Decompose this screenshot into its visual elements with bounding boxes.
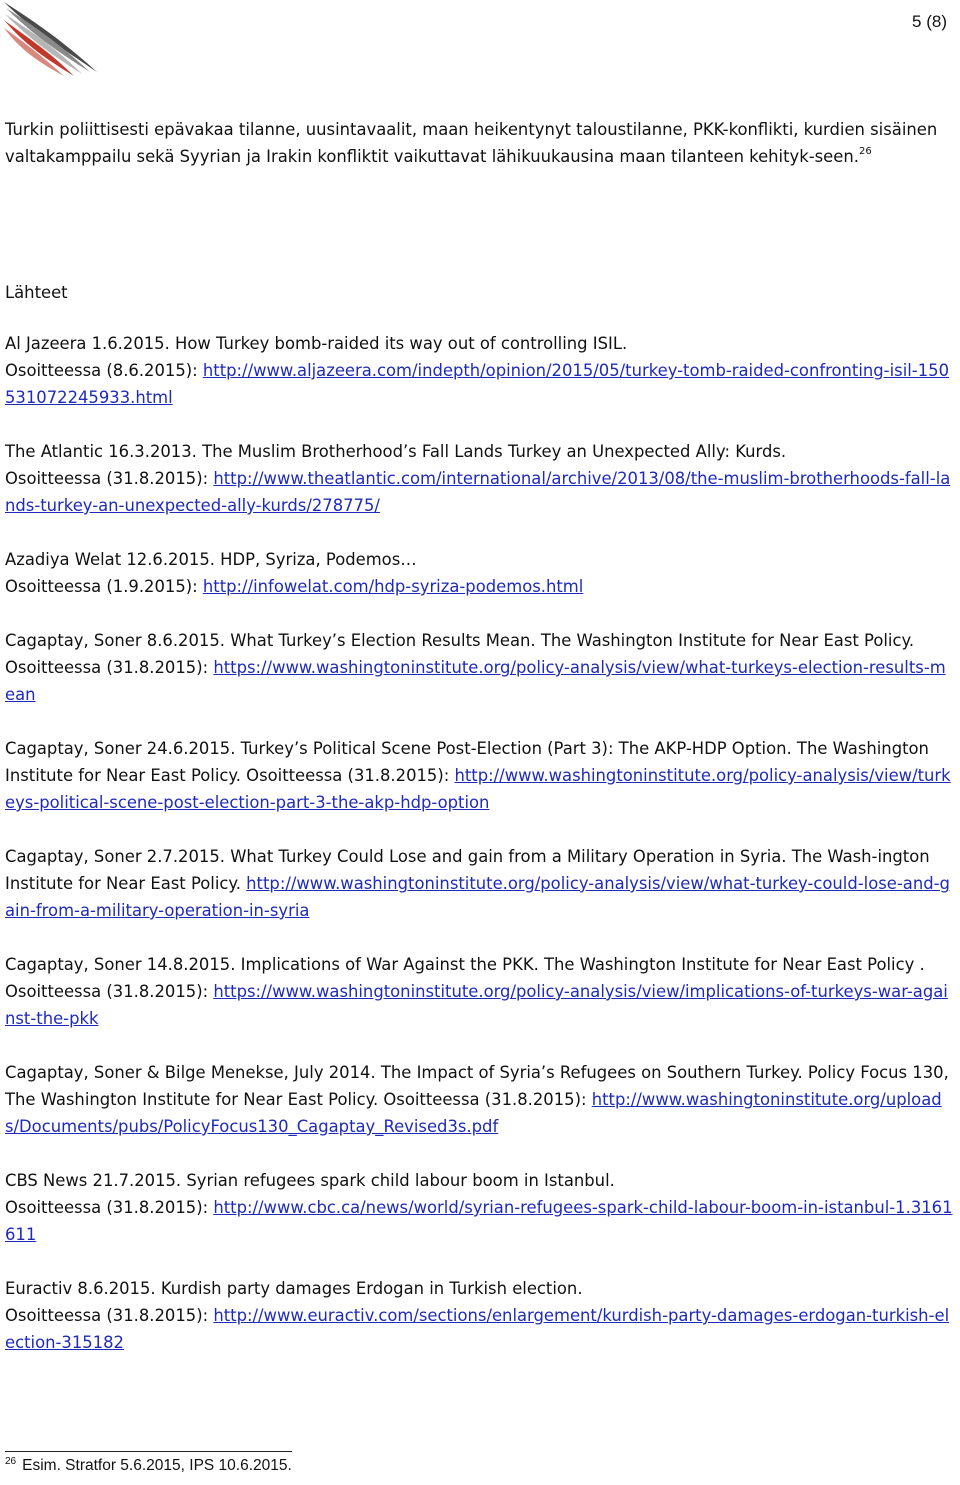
footnote-divider xyxy=(5,1451,292,1452)
page-number: 5 (8) xyxy=(912,12,947,31)
reference-link[interactable]: http://www.aljazeera.com/indepth/opinion/2015/05/turkey-tomb-raided-confronting-isil-150531072245933.html xyxy=(5,361,949,407)
reference-item: Cagaptay, Soner & Bilge Menekse, July 2014. The Impact of Syria’s Refugees on Southern Turkey. Policy Focus 130, The Washington Institute for Near East Policy. Osoitteessa (31.8.2015): http://www.washingtoninstitute.org/uploads/Documents/pubs/PolicyFocus130_Cagaptay_Revised3s.pdf xyxy=(5,1063,949,1136)
reference-item: Cagaptay, Soner 14.8.2015. Implications of War Against the PKK. The Washington Institute for Near East Policy . Osoitteessa (31.8.2015): https://www.washingtoninstitute.org/policy-analysis/view/implications-of-turkeys-war-against-the-pkk xyxy=(5,955,948,1028)
reference-link[interactable]: http://www.washingtoninstitute.org/policy-analysis/view/turkeys-political-scene-post-election-part-3-the-akp-hdp-option xyxy=(5,766,951,812)
reference-link[interactable]: https://www.washingtoninstitute.org/policy-analysis/view/what-turkeys-election-results-mean xyxy=(5,658,946,704)
reference-link[interactable]: http://www.washingtoninstitute.org/uploads/Documents/pubs/PolicyFocus130_Cagaptay_Revised3s.pdf xyxy=(5,1090,942,1136)
reference-link[interactable]: http://www.euractiv.com/sections/enlargement/kurdish-party-damages-erdogan-turkish-election-315182 xyxy=(5,1306,950,1352)
reference-item: The Atlantic 16.3.2013. The Muslim Brotherhood’s Fall Lands Turkey an Unexpected Ally: Kurds. Osoitteessa (31.8.2015): http://www.theatlantic.com/international/archive/2013/08/the-muslim-brotherhoods-fall-lands-turkey-an-unexpected-ally-kurds/278775/ xyxy=(5,442,951,515)
footnote-reference[interactable]: 26 xyxy=(858,146,872,157)
page-content xyxy=(5,116,955,1356)
organization-logo xyxy=(2,0,102,76)
reference-item: Al Jazeera 1.6.2015. How Turkey bomb-raided its way out of controlling ISIL. Osoitteessa (8.6.2015): http://www.aljazeera.com/indepth/opinion/2015/05/turkey-tomb-raided-confronting-isil-150531072245933.html xyxy=(5,334,949,407)
reference-item: Cagaptay, Soner 8.6.2015. What Turkey’s Election Results Mean. The Washington Institute for Near East Policy. Osoitteessa (31.8.2015): https://www.washingtoninstitute.org/policy-analysis/view/what-turkeys-election-results-mean xyxy=(5,631,946,704)
reference-link[interactable]: http://infowelat.com/hdp-syriza-podemos.html xyxy=(202,577,584,596)
sources-heading: Lähteet xyxy=(5,283,68,302)
reference-item: CBS News 21.7.2015. Syrian refugees spark child labour boom in Istanbul. Osoitteessa (31.8.2015): http://www.cbc.ca/news/world/syrian-refugees-spark-child-labour-boom-in-istanbul-1.3161611 xyxy=(5,1171,953,1244)
reference-item: Cagaptay, Soner 2.7.2015. What Turkey Could Lose and gain from a Military Operation in Syria. The Wash-ington Institute for Near East Policy. http://www.washingtoninstitute.org/policy-analysis/view/what-turkey-could-lose-and-gain-from-a-military-operation-in-syria xyxy=(5,847,950,920)
reference-link[interactable]: http://www.washingtoninstitute.org/policy-analysis/view/what-turkey-could-lose-and-gain-from-a-military-operation-in-syria xyxy=(5,874,950,920)
footnote-number: 26 xyxy=(5,1456,17,1467)
footnote xyxy=(5,1457,292,1475)
reference-link[interactable]: https://www.washingtoninstitute.org/policy-analysis/view/implications-of-turkeys-war-against-the-pkk xyxy=(5,982,948,1028)
intro-paragraph: Turkin poliittisesti epävakaa tilanne, uusintavaalit, maan heikentynyt taloustilanne, PKK-konflikti, kurdien sisäinen valtakamppailu sekä Syyrian ja Irakin konfliktit vaikuttavat lähikuukausina maan tilanteen kehityk-seen.$^{26}$ xyxy=(5,120,938,166)
reference-link[interactable]: http://www.cbc.ca/news/world/syrian-refugees-spark-child-labour-boom-in-istanbul-1.3161611 xyxy=(5,1198,953,1244)
footnote-text: Esim. Stratfor 5.6.2015, IPS 10.6.2015. xyxy=(22,1457,292,1474)
reference-item: Euractiv 8.6.2015. Kurdish party damages Erdogan in Turkish election. Osoitteessa (31.8.2015): http://www.euractiv.com/sections/enlargement/kurdish-party-damages-erdogan-turkish-election-315182 xyxy=(5,1279,950,1352)
reference-item: Cagaptay, Soner 24.6.2015. Turkey’s Political Scene Post-Election (Part 3): The AKP-HDP Option. The Washington Institute for Near East Policy. Osoitteessa (31.8.2015): http://www.washingtoninstitute.org/policy-analysis/view/turkeys-political-scene-post-election-part-3-the-akp-hdp-option xyxy=(5,739,951,812)
reference-link[interactable]: http://www.theatlantic.com/international/archive/2013/08/the-muslim-brotherhoods-fall-lands-turkey-an-unexpected-ally-kurds/278775/ xyxy=(5,469,951,515)
reference-item: Azadiya Welat 12.6.2015. HDP, Syriza, Podemos… Osoitteessa (1.9.2015): http://infowelat.com/hdp-syriza-podemos.html xyxy=(5,550,584,596)
